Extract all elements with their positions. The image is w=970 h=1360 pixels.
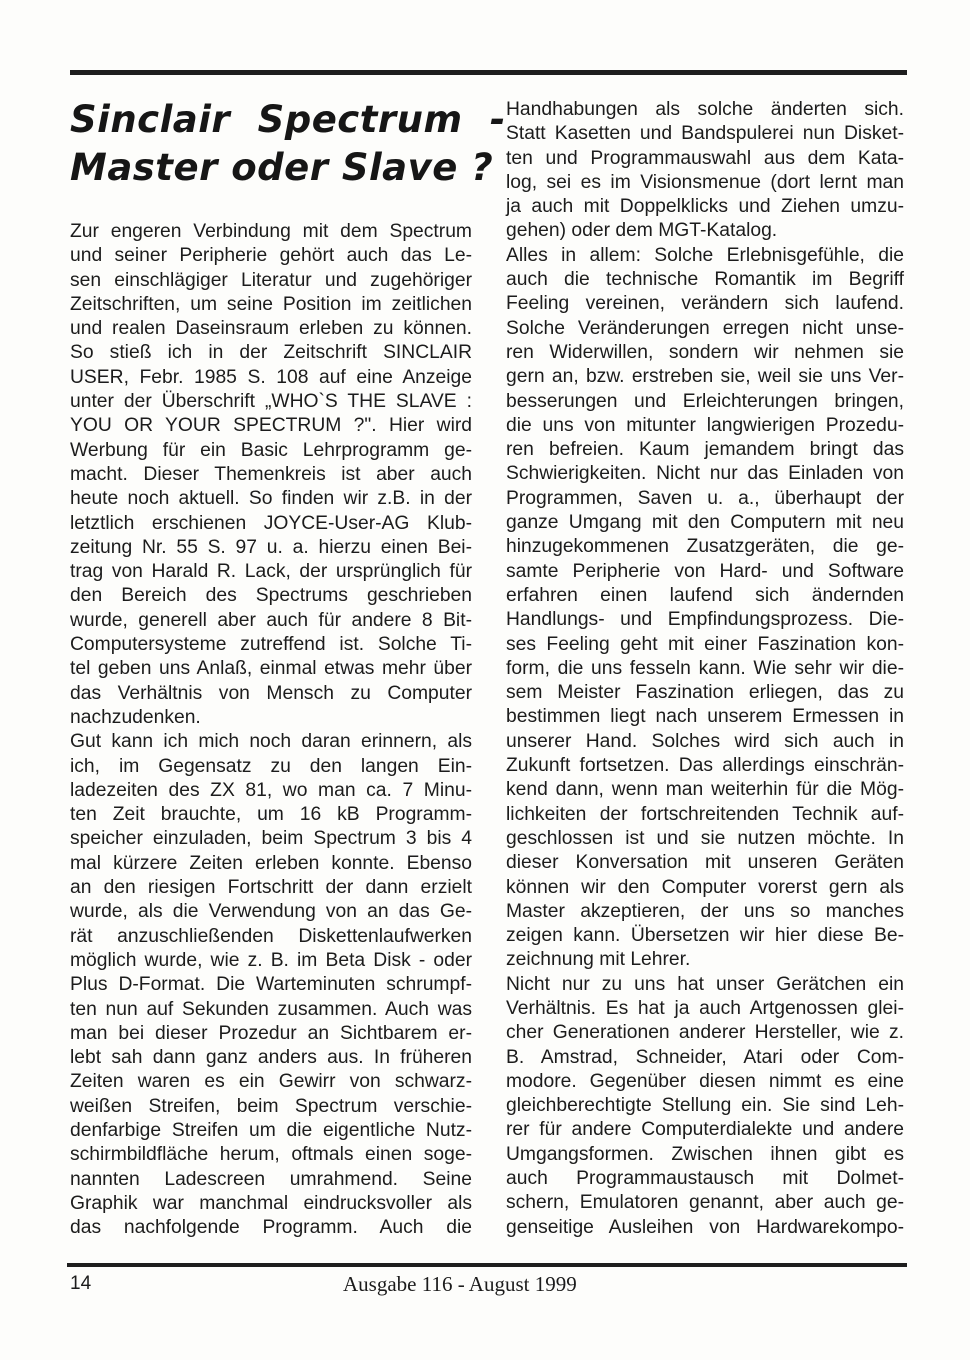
text-line: ren befreien. Kaum jemandem bringt das bbox=[506, 439, 904, 461]
text-line: schern, Emulatoren genannt, aber auch ge- bbox=[506, 1192, 904, 1214]
text-line: Computersysteme zutreffend ist. Solche Ti- bbox=[70, 634, 472, 656]
text-line: unter der Überschrift „WHO`S THE SLAVE : bbox=[70, 391, 472, 413]
text-line: können wir den Computer vorerst gern als bbox=[506, 876, 904, 898]
text-line: Statt Kasetten und Bandspulerei nun Disket- bbox=[506, 123, 904, 145]
text-line: mal kürzere Zeiten erleben konnte. Ebenso bbox=[70, 852, 472, 874]
text-line: Feeling vereinen, verändern sich laufend. bbox=[506, 293, 904, 315]
text-line: man bei dieser Prozedur an Sichtbarem er- bbox=[70, 1022, 472, 1044]
text-line: wurde, generell aber auch für andere 8 Bit- bbox=[70, 609, 472, 631]
text-line: rer für andere Computerdialekte und andere bbox=[506, 1119, 904, 1141]
text-line: auch Programmaustausch mit Dolmet- bbox=[506, 1168, 904, 1190]
text-line: besserungen und Erleichterungen bringen, bbox=[506, 390, 904, 412]
text-line: lichkeiten der fortschreitenden Technik auf- bbox=[506, 803, 904, 825]
text-line: Zeitschriften, um seine Position im zeitlichen bbox=[70, 293, 472, 315]
text-line: die uns von mitunter langwierigen Prozedu- bbox=[506, 414, 904, 436]
text-line: Verhältnis. Es hat ja auch Artgenossen glei- bbox=[506, 997, 904, 1019]
text-line: hinzugekommenen Zusatzgeräten, die ge- bbox=[506, 536, 904, 558]
text-line: sen einschlägiger Literatur und zugehöriger bbox=[70, 269, 472, 291]
text-line: an den riesigen Fortschritt der dann erzielt bbox=[70, 877, 472, 899]
text-line: heute noch aktuell. So finden wir z.B. in der bbox=[70, 488, 472, 510]
article-title bbox=[70, 96, 506, 192]
text-line: Werbung für ein Basic Lehrprogramm ge- bbox=[70, 439, 472, 461]
text-line: So stieß ich in der Zeitschrift SINCLAIR bbox=[70, 342, 472, 364]
text-line: trag von Harald R. Lack, der ursprünglich für bbox=[70, 561, 472, 583]
text-line: nannten Ladescreen umrahmend. Seine bbox=[70, 1168, 472, 1190]
text-line: Nicht nur zu uns hat unser Gerätchen ein bbox=[506, 973, 904, 995]
text-line: Gut kann ich mich noch daran erinnern, als bbox=[70, 731, 472, 753]
text-line: auch die technische Romantik im Begriff bbox=[506, 269, 904, 291]
text-line: das nachfolgende Programm. Auch die bbox=[70, 1217, 472, 1239]
text-line: zeitung Nr. 55 S. 97 u. a. hierzu einen Bei- bbox=[70, 536, 472, 558]
title-line-2: Master oder Slave ? bbox=[70, 146, 494, 189]
text-line: Handhabungen als solche änderten sich. bbox=[506, 99, 904, 120]
text-line: macht. Dieser Themenkreis ist aber auch bbox=[70, 463, 472, 485]
page-number: 14 bbox=[70, 1273, 92, 1294]
text-line: ladezeiten des ZX 81, wo man ca. 7 Minu- bbox=[70, 779, 472, 801]
text-line: rät anzuschließenden Diskettenlaufwerken bbox=[70, 925, 472, 947]
text-line: den Bereich des Spectrums geschrieben bbox=[70, 585, 472, 607]
text-line: log, sei es im Visionsmenue (dort lernt man bbox=[506, 171, 904, 193]
text-line: ses Feeling geht mit einer Faszination kon- bbox=[506, 633, 904, 655]
text-line: Programmen, Saven u. a., überhaupt der bbox=[506, 487, 904, 509]
text-line: tel geben uns Anlaß, einmal etwas mehr über bbox=[70, 658, 472, 680]
text-line: Alles in allem: Solche Erlebnisgefühle, die bbox=[506, 244, 904, 266]
text-line: unserer Hand. Solches wird sich auch in bbox=[506, 730, 904, 752]
text-line: ich, im Gegensatz zu den langen Ein- bbox=[70, 755, 472, 777]
text-line: weißen Streifen, beim Spectrum verschie- bbox=[70, 1095, 472, 1117]
right-column bbox=[506, 98, 904, 1240]
text-line: das Verhältnis von Mensch zu Computer bbox=[70, 682, 472, 704]
title-line-1: Sinclair Spectrum - bbox=[70, 98, 506, 141]
text-line: Zukunft fortsetzen. Das allerdings einschrän- bbox=[506, 755, 904, 777]
text-line: gern an, bzw. erstreben sie, weil sie uns Ver- bbox=[506, 366, 904, 388]
text-line: gleichberechtigte Stellung ein. Sie sind Leh- bbox=[506, 1095, 904, 1117]
text-line: und realen Daseinsraum erleben zu können. bbox=[70, 318, 472, 340]
text-line: samte Peripherie von Hard- und Software bbox=[506, 560, 904, 582]
text-line: geschlossen ist und sie nutzen möchte. In bbox=[506, 827, 904, 849]
text-line: wurde, als die Verwendung von an das Ge- bbox=[70, 901, 472, 923]
text-line: cher Generationen anderer Hersteller, wie z. bbox=[506, 1022, 904, 1044]
text-line: Umgangsformen. Zwischen ihnen gibt es bbox=[506, 1143, 904, 1165]
text-line: kend dann, wenn man weiterhin für die Mög- bbox=[506, 779, 904, 801]
text-line: ren Widerwillen, sondern wir nehmen sie bbox=[506, 341, 904, 363]
text-line: letztlich erschienen JOYCE-User-AG Klub- bbox=[70, 512, 472, 534]
text-line: denfarbige Streifen um die eigentliche Nutz- bbox=[70, 1119, 472, 1141]
text-line: USER, Febr. 1985 S. 108 auf eine Anzeige bbox=[70, 366, 472, 388]
left-column bbox=[70, 220, 472, 1240]
text-line: nachzudenken. bbox=[70, 706, 201, 728]
text-line: Zeiten waren es ein Gewirr von schwarz- bbox=[70, 1071, 472, 1093]
text-line: ganze Umgang mit den Computern mit neu bbox=[506, 512, 904, 534]
text-line: sem Meister Faszination erliegen, das zu bbox=[506, 682, 904, 704]
text-line: modore. Gegenüber diesen nimmt es eine bbox=[506, 1070, 904, 1092]
text-line: B. Amstrad, Schneider, Atari oder Com- bbox=[506, 1046, 904, 1068]
text-line: ten Zeit brauchte, um 16 kB Programm- bbox=[70, 804, 472, 826]
text-line: ten und Programmauswahl aus dem Kata- bbox=[506, 147, 904, 169]
text-line: Plus D-Format. Die Warteminuten schrumpf- bbox=[70, 974, 472, 996]
text-line: lebt sah dann ganz anders aus. In früheren bbox=[70, 1047, 472, 1069]
text-line: genseitige Ausleihen von Hardwarekompo- bbox=[506, 1216, 904, 1238]
text-line: Graphik war manchmal eindrucksvoller als bbox=[70, 1192, 472, 1214]
text-line: und seiner Peripherie gehört auch das Le- bbox=[70, 245, 472, 267]
text-line: möglich wurde, wie z. B. im Beta Disk - oder bbox=[70, 949, 472, 971]
text-line: bestimmen liegt nach unserem Ermessen in bbox=[506, 706, 904, 728]
text-line: ja auch mit Doppelklicks und Ziehen umzu- bbox=[506, 196, 904, 218]
text-line: gehen) oder dem MGT-Katalog. bbox=[506, 220, 778, 242]
text-line: YOU OR YOUR SPECTRUM ?". Hier wird bbox=[70, 415, 472, 437]
text-line: Schwierigkeiten. Nicht nur das Einladen von bbox=[506, 463, 904, 485]
text-line: schirmbildfläche herum, oftmals einen soge- bbox=[70, 1144, 472, 1166]
text-line: ten nun auf Sekunden zusammen. Auch was bbox=[70, 998, 472, 1020]
text-line: speicher einzuladen, beim Spectrum 3 bis 4 bbox=[70, 828, 472, 850]
text-line: Solche Veränderungen erregen nicht unse- bbox=[506, 317, 904, 339]
text-line: zeichnung mit Lehrer. bbox=[506, 949, 691, 971]
text-line: Zur engeren Verbindung mit dem Spectrum bbox=[70, 221, 472, 242]
text-line: erfahren einen laufend sich ändernden bbox=[506, 584, 904, 606]
top-rule bbox=[70, 70, 907, 75]
issue-info: Ausgabe 116 - August 1999 bbox=[343, 1272, 577, 1296]
text-line: zeigen kann. Übersetzen wir hier diese Be- bbox=[506, 925, 904, 947]
bottom-rule bbox=[67, 1263, 907, 1267]
text-line: Handlungs- und Empfindungsprozess. Die- bbox=[506, 609, 904, 631]
text-line: dieser Konversation mit unseren Geräten bbox=[506, 852, 904, 874]
text-line: form, die uns fesseln kann. Wie sehr wir die- bbox=[506, 657, 904, 679]
text-line: Master akzeptieren, der uns so manches bbox=[506, 900, 904, 922]
